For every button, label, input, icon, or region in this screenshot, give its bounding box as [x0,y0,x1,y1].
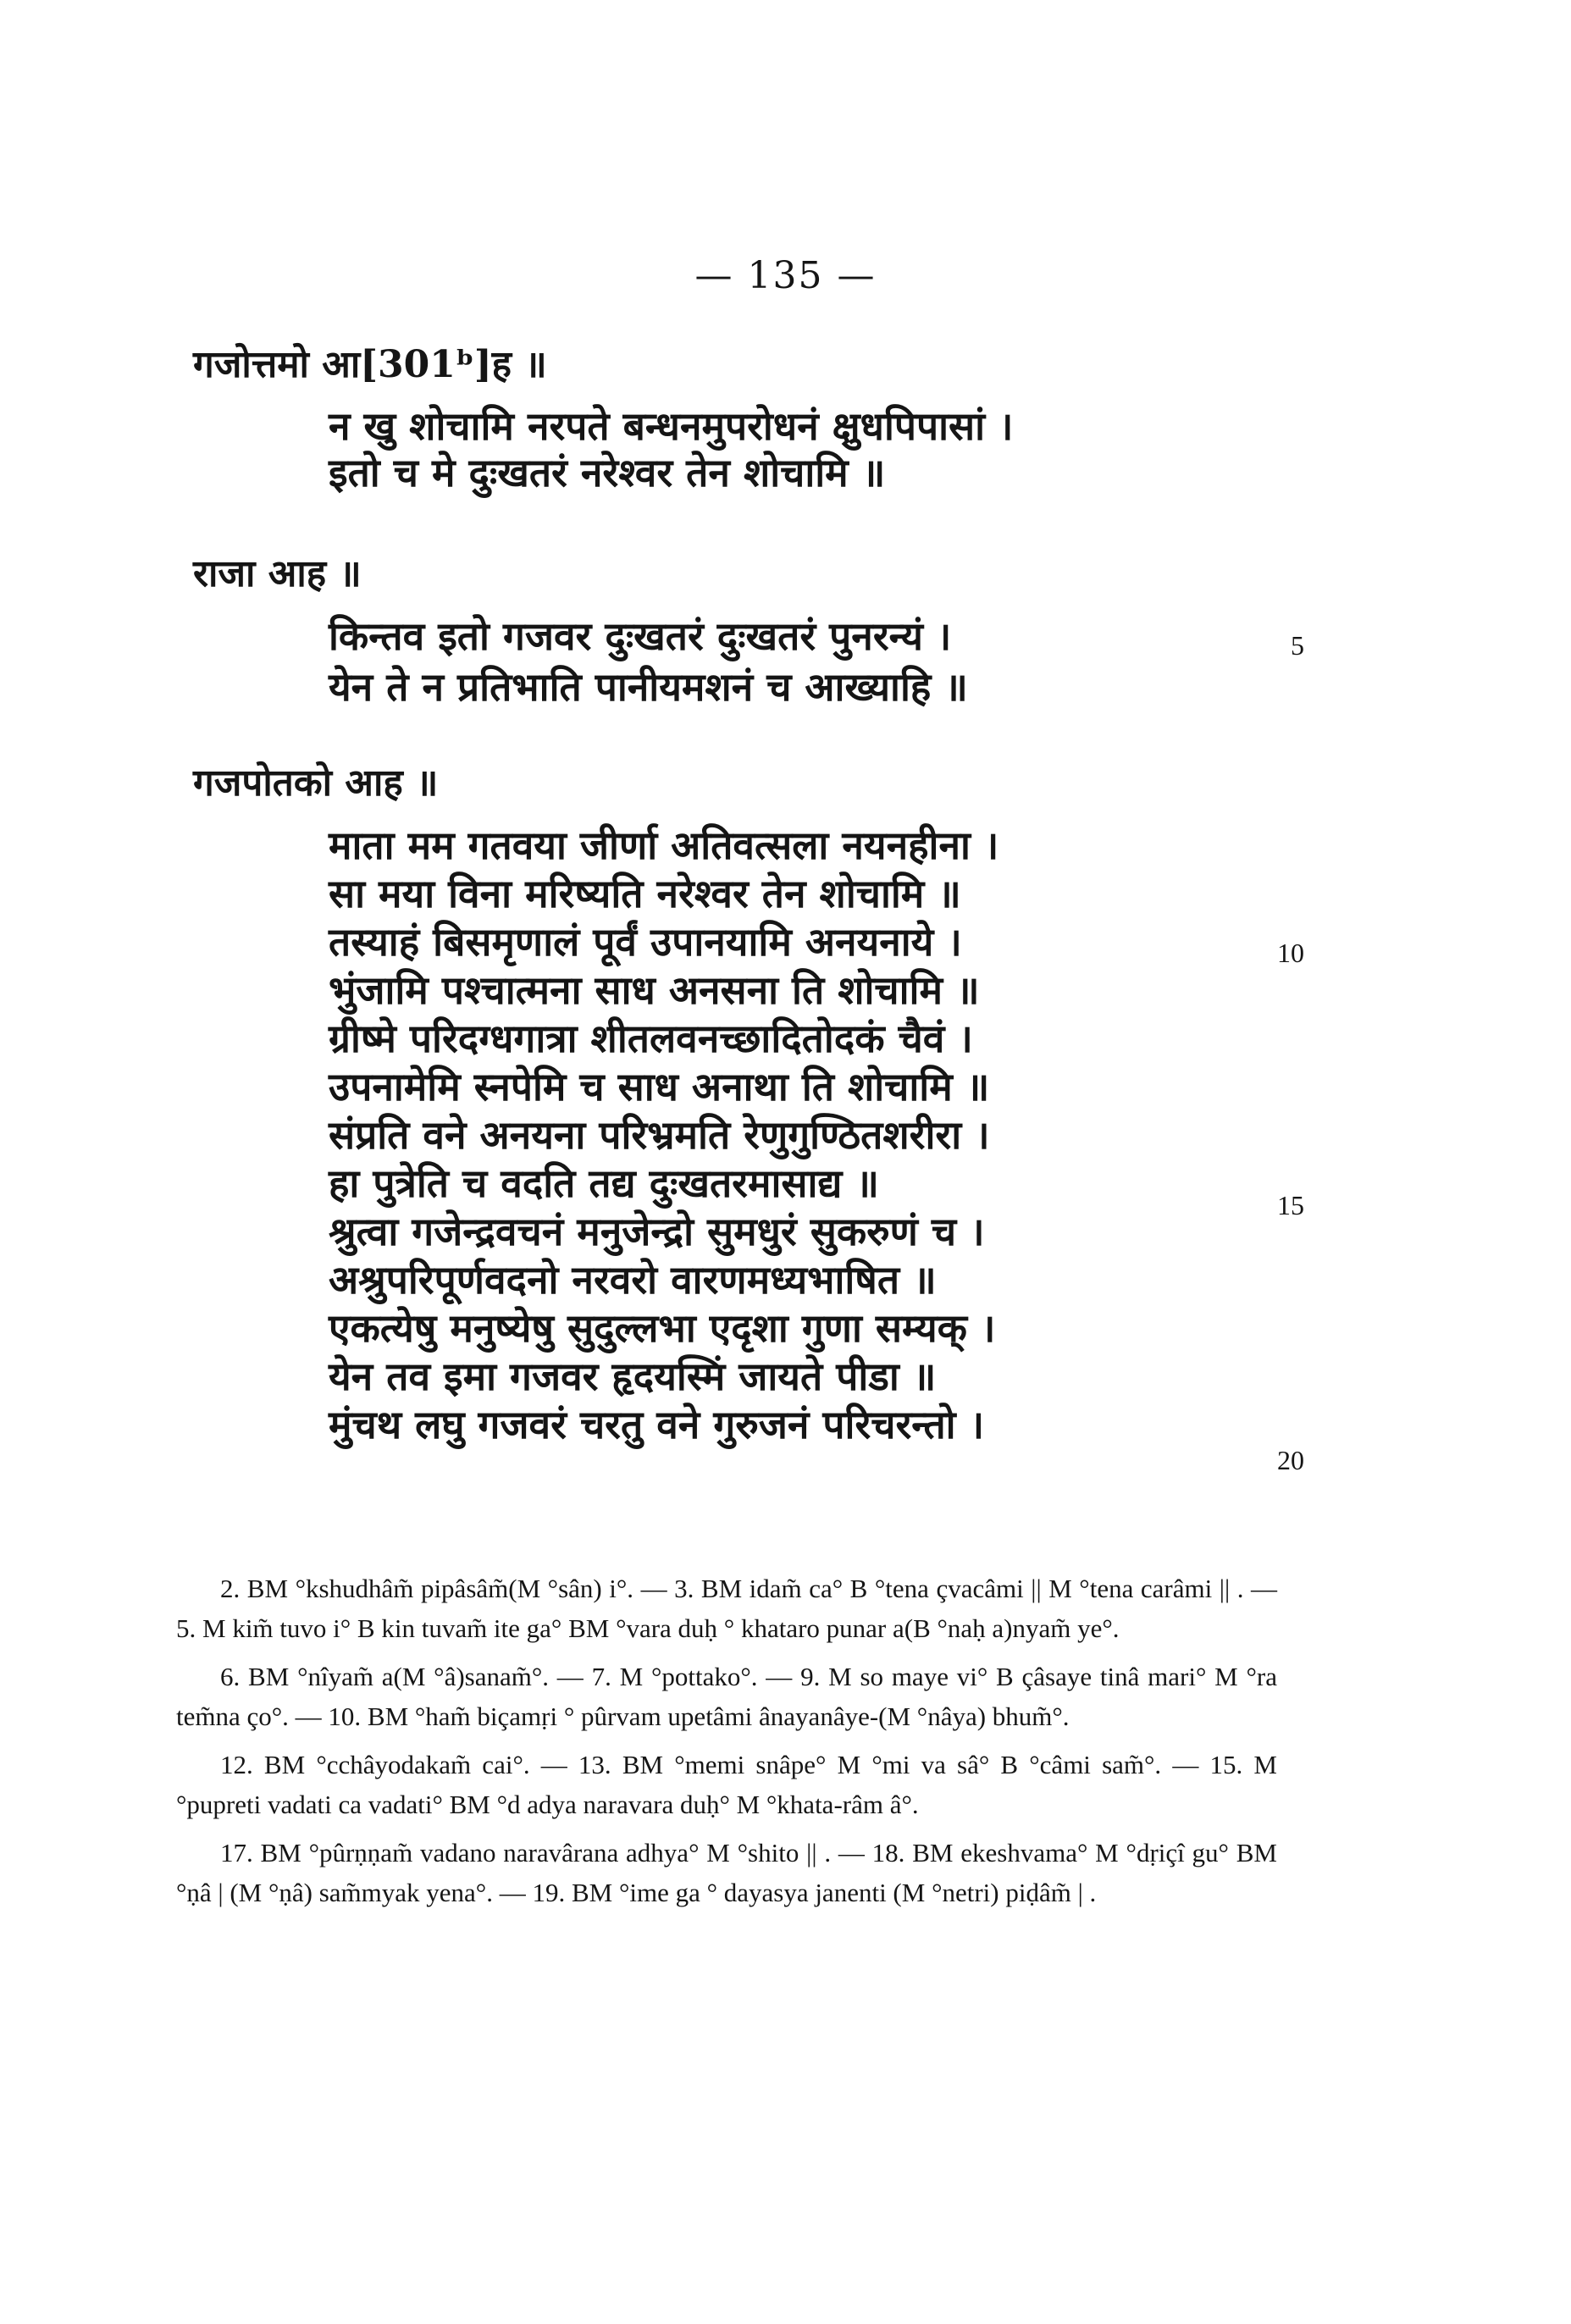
line-number: 10 [1277,938,1304,968]
line-number: 5 [1291,630,1304,661]
verse-line: श्रुत्वा गजेन्द्रवचनं मनुजेन्द्रो सुमधुरं सुकरुणं च । [329,1209,985,1254]
verse-line: ग्रीष्मे परिदग्धगात्रा शीतलवनच्छादितोदकं चैवं । [329,1015,973,1061]
verse-line: न खु शोचामि नरपते बन्धनमुपरोधनं क्षुधपिपासां । [329,403,1014,449]
verse-line: मुंचथ लघु गजवरं चरतु वने गुरुजनं परिचरन्तो । [329,1402,985,1447]
page-number: — 135 — [694,254,877,297]
speaker-heading: गजपोतको आह ॥ [193,761,439,805]
apparatus-note: 12. BM °cchâyodakam̃ cai°. — 13. BM °memi snâpe° M °mi va sâ° B °câmi sam̃°. — 15. M °pupreti vadati ca vadati° BM °d adya naravara duḥ° M °khata-râm â°. [176,1750,1277,1819]
apparatus-note: 2. BM °kshudhâm̃ pipâsâm̃(M °sân) i°. — 3. BM idam̃ ca° B °tena çvacâmi || M °tena carâmi || . — 5. M kim̃ tuvo i° B kin tuvam̃ ite ga° BM °vara duḥ ° khataro punar a(B °naḥ a)nyam̃ ye°. [176,1574,1277,1643]
verse-line: येन तव इमा गजवर हृदयस्मिं जायते पीडा ॥ [329,1353,937,1399]
verse-line: उपनामेमि स्नपेमि च साध अनाथा ति शोचामि ॥ [329,1064,990,1109]
verse-line: तस्याहं बिसमृणालं पूर्वं उपानयामि अनयनाये । [329,919,962,965]
verse-line: हा पुत्रेति च वदति तद्य दुःखतरमासाद्य ॥ [329,1160,879,1206]
verse-line: सा मया विना मरिष्यति नरेश्वर तेन शोचामि ॥ [329,871,961,916]
verse-line: माता मम गतवया जीर्णा अतिवत्सला नयनहीना । [329,822,999,868]
verse-line: एकत्येषु मनुष्येषु सुदुल्लभा एदृशा गुणा सम्यक् । [329,1305,996,1351]
line-number: 15 [1277,1190,1304,1220]
verse-line: येन ते न प्रतिभाति पानीयमशनं च आख्याहि ॥ [329,664,968,710]
speaker-heading: गजोत्तमो आ[301ᵇ]ह ॥ [193,343,547,386]
critical-apparatus [176,1569,1277,1921]
verse-line: भुंजामि पश्चात्मना साध अनसना ति शोचामि ॥ [329,967,980,1013]
verse-line: इतो च मे दुःखतरं नरेश्वर तेन शोचामि ॥ [329,450,886,495]
apparatus-note: 17. BM °pûrṇṇam̃ vadano naravârana adhya° M °shito || . — 18. BM ekeshvama° M °dṛiçî gu° BM °ṇâ | (M °ṇâ) sam̃myak yena°. — 19. BM °ime ga ° dayasya janenti (M °netri) piḍâm̃ | . [176,1838,1277,1907]
verse-line: संप्रति वने अनयना परिभ्रमति रेणुगुण्ठितशरीरा । [329,1112,990,1158]
apparatus-note: 6. BM °nîyam̃ a(M °â)sanam̃°. — 7. M °pottako°. — 9. M so maye vi° B çâsaye tinâ mari° M °ra tem̃na ço°. — 10. BM °ham̃ biçamṛi ° pûrvam upetâmi ânayanâye-(M °nâya) bhum̃°. [176,1662,1277,1731]
verse-line: किन्तव इतो गजवर दुःखतरं दुःखतरं पुनरन्यं । [329,613,952,659]
verse-line: अश्रुपरिपूर्णवदनो नरवरो वारणमध्यभाषित ॥ [329,1257,937,1303]
speaker-heading: राजा आह ॥ [193,552,362,595]
line-number: 20 [1277,1445,1304,1475]
